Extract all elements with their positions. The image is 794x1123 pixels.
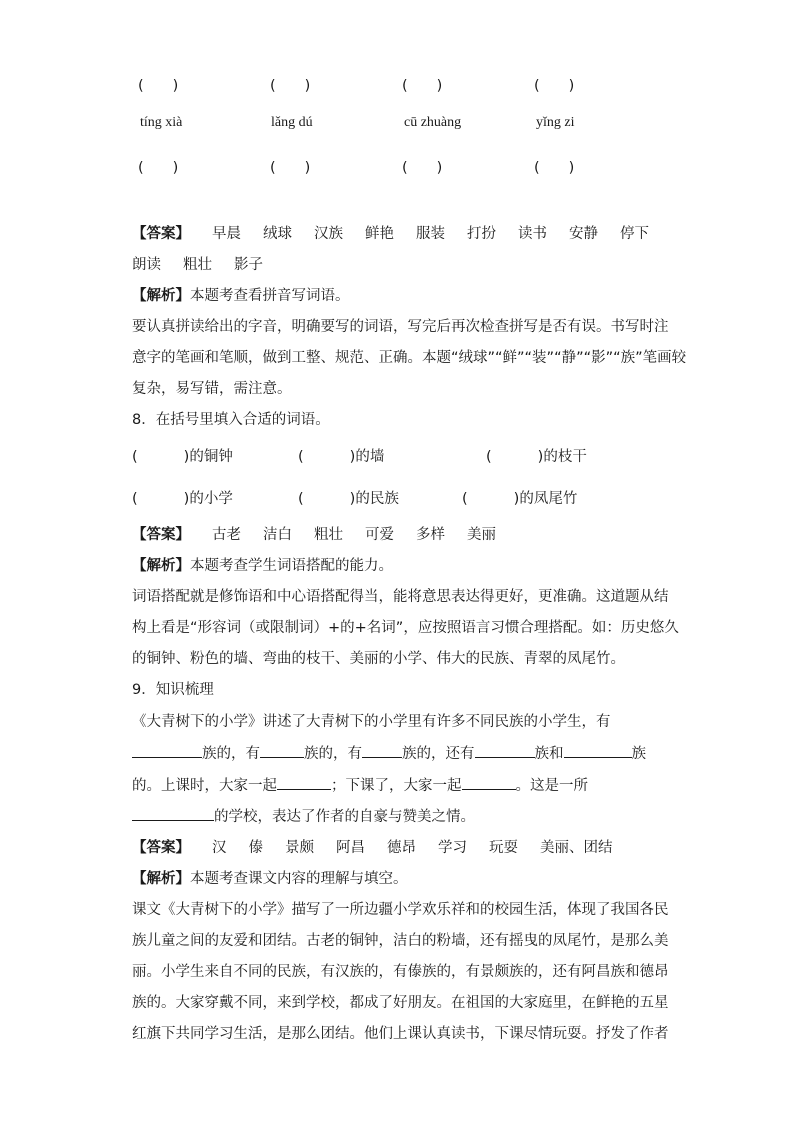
paragraph-line: 族儿童之间的友爱和团结。古老的铜钟，洁白的粉墙，还有摇曳的凤尾竹，是那么美 — [132, 933, 669, 949]
paragraph-line: 的铜钟、粉色的墙、弯曲的枝干、美丽的小学、伟大的民族、青翠的凤尾竹。 — [132, 651, 625, 667]
pinyin-1: tíng xià — [140, 115, 183, 130]
answer-word: 傣 — [248, 840, 263, 856]
answer-word: 阿昌 — [336, 840, 365, 856]
paragraph-line: 构上看是“形容词（或限制词）+的+名词”，应按照语言习惯合理搭配。如：历史悠久 — [132, 620, 679, 636]
paragraph-line: 《大青树下的小学》讲述了大青树下的小学里有许多不同民族的小学生，有 — [132, 714, 611, 730]
blank — [564, 743, 632, 758]
analysis-label: 【解析】 — [132, 288, 190, 304]
answer-word: 洁白 — [263, 527, 292, 543]
fill-item: ( )的凤尾竹 — [462, 491, 578, 507]
fill-blank-line — [132, 742, 646, 763]
paragraph-line: 红旗下共同学习生活，是那么团结。他们上课认真读书，下课尽情玩耍。抒发了作者 — [132, 1026, 669, 1042]
answer-word: 学习 — [438, 840, 467, 856]
answer-paren-3: ( ) — [402, 78, 443, 94]
blank-text: 族 — [631, 746, 646, 762]
answer-word: 鲜艳 — [365, 226, 394, 242]
blank — [362, 743, 402, 758]
answer-word: 古老 — [212, 527, 241, 543]
answer-word: 绒球 — [263, 226, 292, 242]
question-9-title: 9．知识梳理 — [132, 682, 214, 698]
fill-item: ( )的小学 — [132, 491, 233, 507]
answer-word: 粗壮 — [314, 527, 343, 543]
answer-word: 安静 — [569, 226, 598, 242]
q7-answer — [132, 222, 649, 243]
fill-item-text: 的枝干 — [543, 449, 587, 465]
q8-answer — [132, 523, 496, 544]
answer-paren-6: ( ) — [270, 160, 311, 176]
answer-word: 服装 — [416, 226, 445, 242]
answer-word: 多样 — [416, 527, 445, 543]
fill-item-text: 的铜钟 — [189, 449, 233, 465]
blank-text: ；下课了，大家一起 — [331, 778, 462, 794]
analysis-title: 本题考查看拼音写词语。 — [190, 288, 350, 304]
answer-word: 美丽、团结 — [540, 840, 613, 856]
fill-item: ( )的枝干 — [486, 449, 587, 465]
answer-word: 打扮 — [467, 226, 496, 242]
answer-word: 汉族 — [314, 226, 343, 242]
answer-label: 【答案】 — [132, 527, 190, 543]
blank — [462, 775, 516, 790]
answer-word: 玩耍 — [489, 840, 518, 856]
paragraph-line: 族的。大家穿戴不同，来到学校，都成了好朋友。在祖国的大家庭里，在鲜艳的五星 — [132, 995, 669, 1011]
answer-word: 读书 — [518, 226, 547, 242]
fill-item-text: 的墙 — [355, 449, 385, 465]
answer-word: 汉 — [212, 840, 227, 856]
fill-blank-line — [132, 774, 588, 795]
answer-paren-4: ( ) — [534, 78, 575, 94]
blank — [260, 743, 304, 758]
analysis-label: 【解析】 — [132, 871, 190, 887]
answer-word: 德昂 — [387, 840, 416, 856]
answer-paren-8: ( ) — [534, 160, 575, 176]
blank-text: 族和 — [534, 746, 564, 762]
pinyin-4: yǐng zi — [536, 115, 575, 130]
fill-item: ( )的墙 — [298, 449, 385, 465]
answer-paren-5: ( ) — [138, 160, 179, 176]
answer-paren-2: ( ) — [270, 78, 311, 94]
answer-word: 早晨 — [212, 226, 241, 242]
fill-item-text: 的民族 — [355, 491, 399, 507]
blank-text: 族的，有 — [202, 746, 260, 762]
blank-text: 的。上课时，大家一起 — [132, 778, 277, 794]
blank — [277, 775, 331, 790]
paragraph-line: 词语搭配就是修饰语和中心语搭配得当，能将意思表达得更好，更准确。这道题从结 — [132, 589, 669, 605]
q9-analysis-heading — [132, 867, 408, 888]
q7-analysis-heading — [132, 284, 350, 305]
blank-text: 族的，还有 — [402, 746, 475, 762]
analysis-title: 本题考查课文内容的理解与填空。 — [190, 871, 408, 887]
paragraph-line: 复杂，易写错，需注意。 — [132, 381, 292, 397]
analysis-label: 【解析】 — [132, 558, 190, 574]
answer-word: 朗读 — [132, 257, 161, 273]
answer-word: 美丽 — [467, 527, 496, 543]
fill-blank-line — [132, 805, 475, 826]
fill-item-text: 的凤尾竹 — [519, 491, 578, 507]
answer-word: 景颇 — [285, 840, 314, 856]
answer-word: 可爱 — [365, 527, 394, 543]
paragraph-line: 丽。小学生来自不同的民族，有汉族的，有傣族的，有景颇族的，还有阿昌族和德昂 — [132, 964, 669, 980]
analysis-title: 本题考查学生词语搭配的能力。 — [190, 558, 393, 574]
answer-label: 【答案】 — [132, 226, 190, 242]
answer-word: 影子 — [234, 257, 263, 273]
blank — [475, 743, 535, 758]
blank-text: 。这是一所 — [515, 778, 588, 794]
blank-text: 的学校，表达了作者的自豪与赞美之情。 — [214, 809, 475, 825]
answer-paren-1: ( ) — [138, 78, 179, 94]
pinyin-2: lǎng dú — [271, 115, 313, 130]
question-8-title: 8．在括号里填入合适的词语。 — [132, 412, 330, 428]
answer-word: 停下 — [620, 226, 649, 242]
answer-label: 【答案】 — [132, 840, 190, 856]
q7-answer-cont — [132, 253, 263, 274]
q8-analysis-heading — [132, 554, 393, 575]
blank — [132, 743, 202, 758]
fill-item: ( )的铜钟 — [132, 449, 233, 465]
answer-paren-7: ( ) — [402, 160, 443, 176]
paragraph-line: 课文《大青树下的小学》描写了一所边疆小学欢乐祥和的校园生活，体现了我国各民 — [132, 902, 669, 918]
blank-text: 族的，有 — [304, 746, 362, 762]
paragraph-line: 意字的笔画和笔顺，做到工整、规范、正确。本题“绒球”“鲜”“装”“静”“影”“族”笔画较 — [132, 350, 687, 366]
fill-item-text: 的小学 — [189, 491, 233, 507]
blank — [132, 806, 214, 821]
fill-item: ( )的民族 — [298, 491, 399, 507]
paragraph-line: 要认真拼读给出的字音，明确要写的词语，写完后再次检查拼写是否有误。书写时注 — [132, 319, 669, 335]
answer-word: 粗壮 — [183, 257, 212, 273]
q9-answer — [132, 836, 613, 857]
pinyin-3: cū zhuàng — [404, 115, 462, 130]
